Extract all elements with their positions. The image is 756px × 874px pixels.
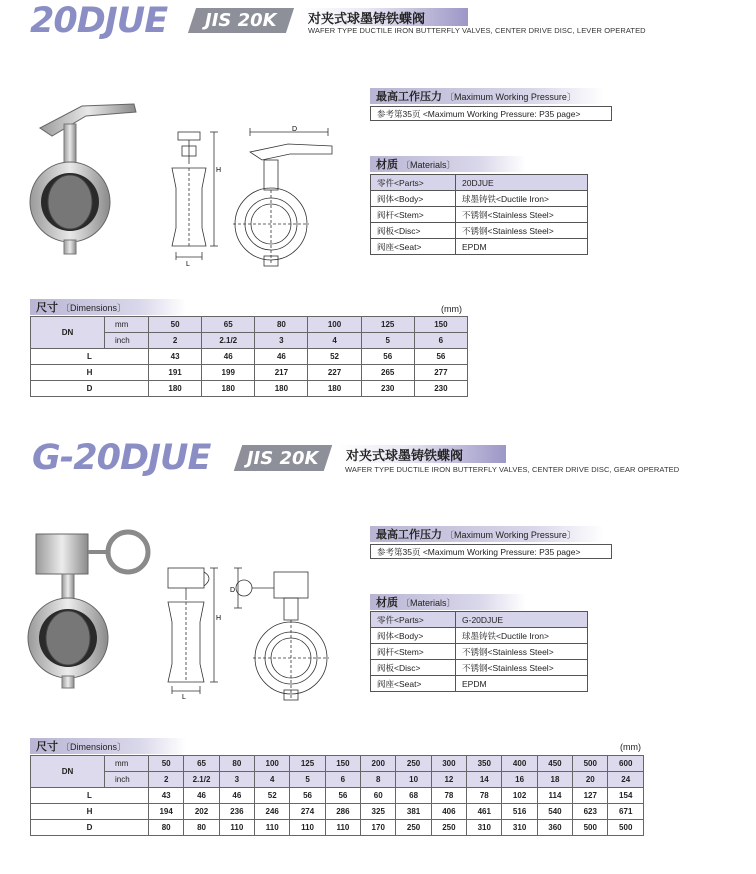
dimensions-cell: 68 [396, 788, 431, 804]
product2-dimensions-unit: (mm) [620, 742, 641, 752]
product1-cn-title: 对夹式球墨铸铁蝶阀 [300, 8, 468, 26]
product2-dimensions-heading [30, 738, 186, 754]
dimensions-inch-label: inch [105, 333, 149, 349]
dimensions-cell: 154 [608, 788, 644, 804]
materials-row [371, 644, 588, 660]
dimensions-row [31, 381, 468, 397]
dimensions-mm-cell: 50 [149, 317, 202, 333]
dimensions-mm-cell: 250 [396, 756, 431, 772]
materials-row [371, 239, 588, 255]
dimensions-cell: 325 [361, 804, 396, 820]
materials-part: 阀体<Body> [371, 628, 456, 644]
product2-side-l-label: L [182, 694, 186, 701]
materials-part: 阀座<Seat> [371, 676, 456, 692]
dimensions-cell: 56 [361, 349, 414, 365]
dimensions-cell: 623 [573, 804, 608, 820]
dimensions-cell: 170 [361, 820, 396, 836]
dimensions-cell: 46 [255, 349, 308, 365]
dimensions-cell: 110 [290, 820, 325, 836]
product1-pressure-heading [370, 88, 604, 104]
dimensions-mm-cell: 100 [308, 317, 361, 333]
dimensions-dn-inch-row [31, 772, 644, 788]
materials-row [371, 628, 588, 644]
product2-materials-table [370, 611, 588, 692]
dimensions-cell: 250 [431, 820, 466, 836]
dimensions-cell: 180 [149, 381, 202, 397]
dimensions-row-label: L [31, 349, 149, 365]
materials-row [371, 676, 588, 692]
product2-materials-heading [370, 594, 526, 610]
dimensions-cell: 360 [537, 820, 572, 836]
dimensions-inch-cell: 6 [325, 772, 360, 788]
dimensions-dn-label: DN [31, 317, 105, 349]
dimensions-inch-cell: 5 [290, 772, 325, 788]
product1-dimensions-heading [30, 299, 186, 315]
materials-header-model: 20DJUE [456, 175, 588, 191]
product2-pressure-heading [370, 526, 604, 542]
product2-standard-tag [234, 445, 332, 471]
dimensions-row [31, 788, 644, 804]
product1-side-l-label: L [186, 261, 190, 268]
dimensions-cell: 56 [325, 788, 360, 804]
dimensions-inch-cell: 2 [149, 333, 202, 349]
product2-header [0, 436, 756, 482]
dimensions-inch-cell: 24 [608, 772, 644, 788]
dimensions-inch-cell: 8 [361, 772, 396, 788]
product1-dimensions-heading-en: 〔Dimensions〕 [61, 302, 127, 313]
dimensions-cell: 46 [184, 788, 219, 804]
product2-pressure-heading-en: 〔Maximum Working Pressure〕 [445, 529, 576, 540]
dimensions-cell: 202 [184, 804, 219, 820]
product1-side-drawing [158, 128, 228, 268]
dimensions-cell: 52 [255, 788, 290, 804]
dimensions-cell: 52 [308, 349, 361, 365]
dimensions-cell: 127 [573, 788, 608, 804]
dimensions-row [31, 820, 644, 836]
dimensions-inch-cell: 2 [149, 772, 184, 788]
dimensions-inch-cell: 2.1/2 [202, 333, 255, 349]
product1-dimensions-heading-cn: 尺寸 [36, 302, 58, 314]
dimensions-inch-cell: 18 [537, 772, 572, 788]
dimensions-cell: 516 [502, 804, 537, 820]
dimensions-dn-mm-row [31, 756, 644, 772]
dimensions-cell: 60 [361, 788, 396, 804]
dimensions-cell: 110 [255, 820, 290, 836]
product1-materials-heading-cn: 材质 [376, 159, 398, 171]
dimensions-cell: 78 [431, 788, 466, 804]
product1-photo [22, 98, 142, 258]
product1-pressure-heading-cn: 最高工作压力 [376, 91, 442, 103]
materials-value: EPDM [456, 676, 588, 692]
materials-row [371, 223, 588, 239]
dimensions-row-label: D [31, 381, 149, 397]
materials-row [371, 191, 588, 207]
dimensions-mm-cell: 150 [414, 317, 467, 333]
dimensions-dn-mm-row [31, 317, 468, 333]
dimensions-cell: 110 [219, 820, 254, 836]
product2-photo [22, 520, 152, 690]
dimensions-mm-label: mm [105, 317, 149, 333]
dimensions-cell: 56 [290, 788, 325, 804]
dimensions-cell: 500 [608, 820, 644, 836]
product2-dimensions-table [30, 755, 644, 836]
dimensions-inch-cell: 16 [502, 772, 537, 788]
dimensions-mm-cell: 80 [219, 756, 254, 772]
dimensions-cell: 46 [202, 349, 255, 365]
product2-cn-title: 对夹式球墨铸铁蝶阀 [338, 445, 506, 463]
product1-pressure-heading-en: 〔Maximum Working Pressure〕 [445, 91, 576, 102]
product1-materials-heading [370, 156, 526, 172]
materials-header-parts: 零件<Parts> [371, 175, 456, 191]
dimensions-inch-cell: 12 [431, 772, 466, 788]
dimensions-cell: 56 [414, 349, 467, 365]
dimensions-mm-label: mm [105, 756, 149, 772]
dimensions-mm-cell: 65 [184, 756, 219, 772]
dimensions-cell: 286 [325, 804, 360, 820]
dimensions-row-label: H [31, 365, 149, 381]
dimensions-mm-cell: 150 [325, 756, 360, 772]
dimensions-cell: 277 [414, 365, 467, 381]
dimensions-inch-cell: 5 [361, 333, 414, 349]
product1-en-subtitle: WAFER TYPE DUCTILE IRON BUTTERFLY VALVES, CENTER DRIVE DISC, LEVER OPERATED [308, 26, 646, 35]
dimensions-mm-cell: 125 [290, 756, 325, 772]
dimensions-row-label: D [31, 820, 149, 836]
product1-dimensions-unit: (mm) [441, 304, 462, 314]
dimensions-cell: 230 [361, 381, 414, 397]
product1-standard: JIS 20K [205, 10, 277, 31]
dimensions-inch-cell: 4 [255, 772, 290, 788]
dimensions-cell: 274 [290, 804, 325, 820]
dimensions-cell: 217 [255, 365, 308, 381]
product2-front-drawing [228, 564, 338, 704]
dimensions-cell: 500 [573, 820, 608, 836]
dimensions-cell: 227 [308, 365, 361, 381]
dimensions-cell: 381 [396, 804, 431, 820]
product2-model: G-20DJUE [32, 438, 211, 478]
dimensions-cell: 194 [149, 804, 184, 820]
dimensions-cell: 110 [325, 820, 360, 836]
materials-header-parts: 零件<Parts> [371, 612, 456, 628]
dimensions-cell: 43 [149, 788, 184, 804]
product2-pressure-heading-cn: 最高工作压力 [376, 529, 442, 541]
product1-side-h-label: H [216, 167, 222, 174]
dimensions-cell: 191 [149, 365, 202, 381]
dimensions-cell: 43 [149, 349, 202, 365]
dimensions-cell: 180 [308, 381, 361, 397]
materials-header-model: G-20DJUE [456, 612, 588, 628]
product2-side-h-label: H [216, 615, 222, 622]
dimensions-cell: 310 [502, 820, 537, 836]
materials-row [371, 660, 588, 676]
dimensions-cell: 199 [202, 365, 255, 381]
product2-side-drawing [156, 564, 226, 700]
dimensions-mm-cell: 500 [573, 756, 608, 772]
dimensions-mm-cell: 50 [149, 756, 184, 772]
dimensions-mm-cell: 600 [608, 756, 644, 772]
materials-part: 阀板<Disc> [371, 660, 456, 676]
product1-model: 20DJUE [30, 1, 168, 41]
dimensions-dn-label: DN [31, 756, 105, 788]
dimensions-cell: 180 [202, 381, 255, 397]
dimensions-cell: 236 [219, 804, 254, 820]
materials-part: 阀体<Body> [371, 191, 456, 207]
product2-dimensions-heading-en: 〔Dimensions〕 [61, 741, 127, 752]
materials-part: 阀座<Seat> [371, 239, 456, 255]
materials-value: 球墨铸铁<Ductile Iron> [456, 628, 588, 644]
product2-materials-heading-cn: 材质 [376, 597, 398, 609]
dimensions-row [31, 365, 468, 381]
materials-part: 阀杆<Stem> [371, 644, 456, 660]
materials-part: 阀板<Disc> [371, 223, 456, 239]
dimensions-cell: 46 [219, 788, 254, 804]
dimensions-inch-cell: 2.1/2 [184, 772, 219, 788]
dimensions-cell: 461 [467, 804, 502, 820]
product1-front-drawing [228, 124, 338, 274]
dimensions-cell: 114 [537, 788, 572, 804]
dimensions-mm-cell: 65 [202, 317, 255, 333]
dimensions-row-label: H [31, 804, 149, 820]
product1-materials-heading-en: 〔Materials〕 [401, 159, 456, 170]
materials-value: 不锈钢<Stainless Steel> [456, 660, 588, 676]
dimensions-inch-cell: 6 [414, 333, 467, 349]
product1-materials-table [370, 174, 588, 255]
dimensions-cell: 540 [537, 804, 572, 820]
dimensions-cell: 102 [502, 788, 537, 804]
product1-pressure-note: 参考第35页 <Maximum Working Pressure: P35 page> [370, 106, 612, 121]
materials-part: 阀杆<Stem> [371, 207, 456, 223]
dimensions-cell: 80 [149, 820, 184, 836]
dimensions-inch-cell: 14 [467, 772, 502, 788]
dimensions-inch-cell: 10 [396, 772, 431, 788]
dimensions-inch-cell: 3 [255, 333, 308, 349]
product1-front-d-label: D [292, 126, 298, 133]
dimensions-mm-cell: 400 [502, 756, 537, 772]
product1-dimensions-table [30, 316, 468, 397]
dimensions-mm-cell: 100 [255, 756, 290, 772]
dimensions-cell: 80 [184, 820, 219, 836]
materials-header-row [371, 612, 588, 628]
dimensions-cell: 265 [361, 365, 414, 381]
materials-value: 球墨铸铁<Ductile Iron> [456, 191, 588, 207]
dimensions-mm-cell: 350 [467, 756, 502, 772]
materials-value: EPDM [456, 239, 588, 255]
materials-value: 不锈钢<Stainless Steel> [456, 644, 588, 660]
dimensions-cell: 246 [255, 804, 290, 820]
dimensions-cell: 406 [431, 804, 466, 820]
dimensions-inch-cell: 20 [573, 772, 608, 788]
dimensions-row [31, 349, 468, 365]
product2-pressure-note: 参考第35页 <Maximum Working Pressure: P35 page> [370, 544, 612, 559]
dimensions-cell: 250 [396, 820, 431, 836]
dimensions-mm-cell: 80 [255, 317, 308, 333]
dimensions-mm-cell: 125 [361, 317, 414, 333]
materials-value: 不锈钢<Stainless Steel> [456, 223, 588, 239]
dimensions-mm-cell: 450 [537, 756, 572, 772]
dimensions-row [31, 804, 644, 820]
materials-row [371, 207, 588, 223]
materials-value: 不锈钢<Stainless Steel> [456, 207, 588, 223]
dimensions-cell: 180 [255, 381, 308, 397]
dimensions-mm-cell: 200 [361, 756, 396, 772]
dimensions-inch-cell: 3 [219, 772, 254, 788]
product1-standard-tag [188, 8, 294, 33]
product2-dimensions-heading-cn: 尺寸 [36, 741, 58, 753]
product2-front-d-label: D [230, 587, 236, 594]
product1-header [0, 0, 756, 44]
dimensions-cell: 78 [467, 788, 502, 804]
dimensions-cell: 230 [414, 381, 467, 397]
product2-en-subtitle: WAFER TYPE DUCTILE IRON BUTTERFLY VALVES, CENTER DRIVE DISC, GEAR OPERATED [345, 465, 680, 474]
dimensions-inch-cell: 4 [308, 333, 361, 349]
dimensions-inch-label: inch [105, 772, 149, 788]
dimensions-cell: 310 [467, 820, 502, 836]
dimensions-cell: 671 [608, 804, 644, 820]
product2-materials-heading-en: 〔Materials〕 [401, 597, 456, 608]
product2-standard: JIS 20K [247, 447, 319, 469]
dimensions-row-label: L [31, 788, 149, 804]
dimensions-mm-cell: 300 [431, 756, 466, 772]
materials-header-row [371, 175, 588, 191]
